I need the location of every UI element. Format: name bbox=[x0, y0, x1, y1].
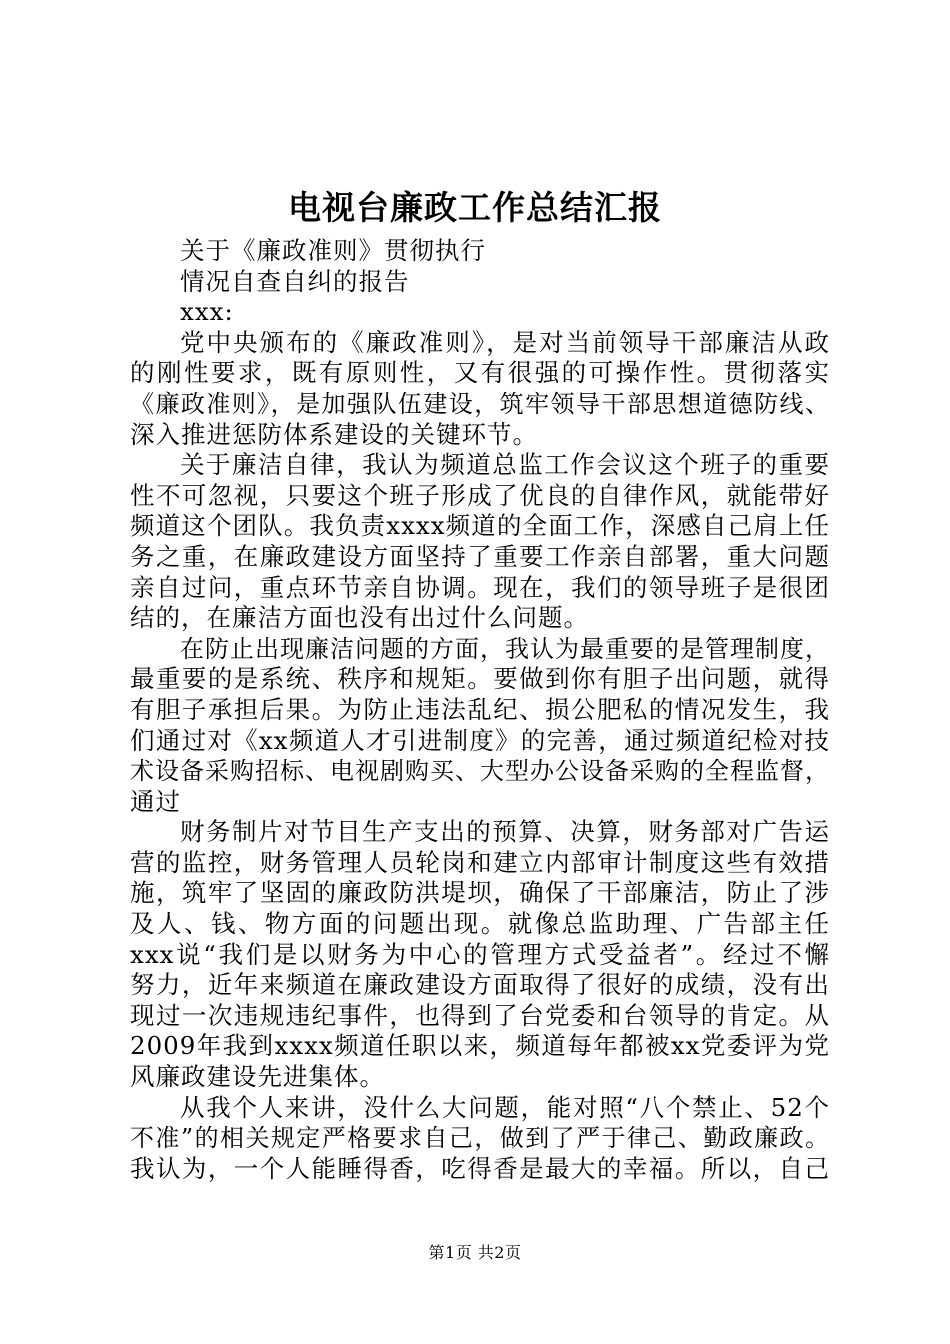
text-line: 《廉政准则》，是加强队伍建设，筑牢领导干部思想道德防线、 bbox=[130, 389, 830, 418]
text-line: 有胆子承担后果。为防止违法乱纪、损公肥私的情况发生，我 bbox=[130, 694, 830, 724]
text-line: 亲自过问，重点环节亲自协调。现在，我们的领导班子是很团 bbox=[130, 572, 830, 602]
text-line: 财务制片对节目生产支出的预算、决算，财务部对广告运 bbox=[180, 817, 830, 847]
text-line: 及人、钱、物方面的问题出现。就像总监助理、广告部主任 bbox=[130, 909, 830, 939]
text-line: 风廉政建设先进集体。 bbox=[130, 1062, 385, 1092]
text-line: 在防止出现廉洁问题的方面，我认为最重要的是管理制度， bbox=[180, 634, 830, 663]
text-line: 营的监控，财务管理人员轮岗和建立内部审计制度这些有效措 bbox=[130, 847, 830, 877]
text-line: 的刚性要求，既有原则性，又有很强的可操作性。贯彻落实 bbox=[130, 358, 830, 388]
document-title: 电视台廉政工作总结汇报 bbox=[288, 188, 662, 227]
text-line: 从我个人来讲，没什么大问题，能对照“八个禁止、52个 bbox=[180, 1092, 830, 1122]
text-line: 施，筑牢了坚固的廉政防洪堤坝，确保了干部廉洁，防止了涉 bbox=[130, 878, 830, 908]
text-line: 关于《廉政准则》贯彻执行 bbox=[180, 236, 486, 265]
text-line: 深入推进惩防体系建设的关键环节。 bbox=[130, 419, 538, 449]
text-line: 我认为，一个人能睡得香，吃得香是最大的幸福。所以，自己 bbox=[130, 1153, 830, 1183]
text-line: 2009年我到xxxx频道任职以来，频道每年都被xx党委评为党 bbox=[130, 1031, 830, 1061]
text-line: xxx说“我们是以财务为中心的管理方式受益者”。经过不懈 bbox=[130, 939, 830, 969]
text-line: 通过 bbox=[130, 786, 181, 816]
text-line: 现过一次违规违纪事件，也得到了台党委和台领导的肯定。从 bbox=[130, 1000, 830, 1030]
text-line: 党中央颁布的《廉政准则》，是对当前领导干部廉洁从政 bbox=[180, 327, 830, 357]
text-line: 努力，近年来频道在廉政建设方面取得了很好的成绩，没有出 bbox=[130, 970, 830, 1000]
text-line: 们通过对《xx频道人才引进制度》的完善，通过频道纪检对技 bbox=[130, 725, 830, 755]
text-line: 情况自查自纠的报告 bbox=[180, 266, 410, 296]
text-line: xxx: bbox=[180, 297, 234, 327]
text-line: 最重要的是系统、秩序和规矩。要做到你有胆子出问题，就得 bbox=[130, 664, 830, 694]
text-line: 术设备采购招标、电视剧购买、大型办公设备采购的全程监督， bbox=[130, 757, 830, 786]
text-line: 关于廉洁自律，我认为频道总监工作会议这个班子的重要 bbox=[180, 450, 830, 480]
text-line: 频道这个团队。我负责xxxx频道的全面工作，深感自己肩上任 bbox=[130, 511, 830, 541]
text-line: 务之重，在廉政建设方面坚持了重要工作亲自部署，重大问题 bbox=[130, 541, 830, 571]
text-line: 结的，在廉洁方面也没有出过什么问题。 bbox=[130, 603, 589, 633]
page-footer: 第1页 共2页 bbox=[428, 1243, 522, 1262]
document-body bbox=[130, 236, 830, 1184]
text-line: 不准”的相关规定严格要求自己，做到了严于律己、勤政廉政。 bbox=[130, 1124, 830, 1153]
text-line: 性不可忽视，只要这个班子形成了优良的自律作风，就能带好 bbox=[130, 480, 830, 510]
